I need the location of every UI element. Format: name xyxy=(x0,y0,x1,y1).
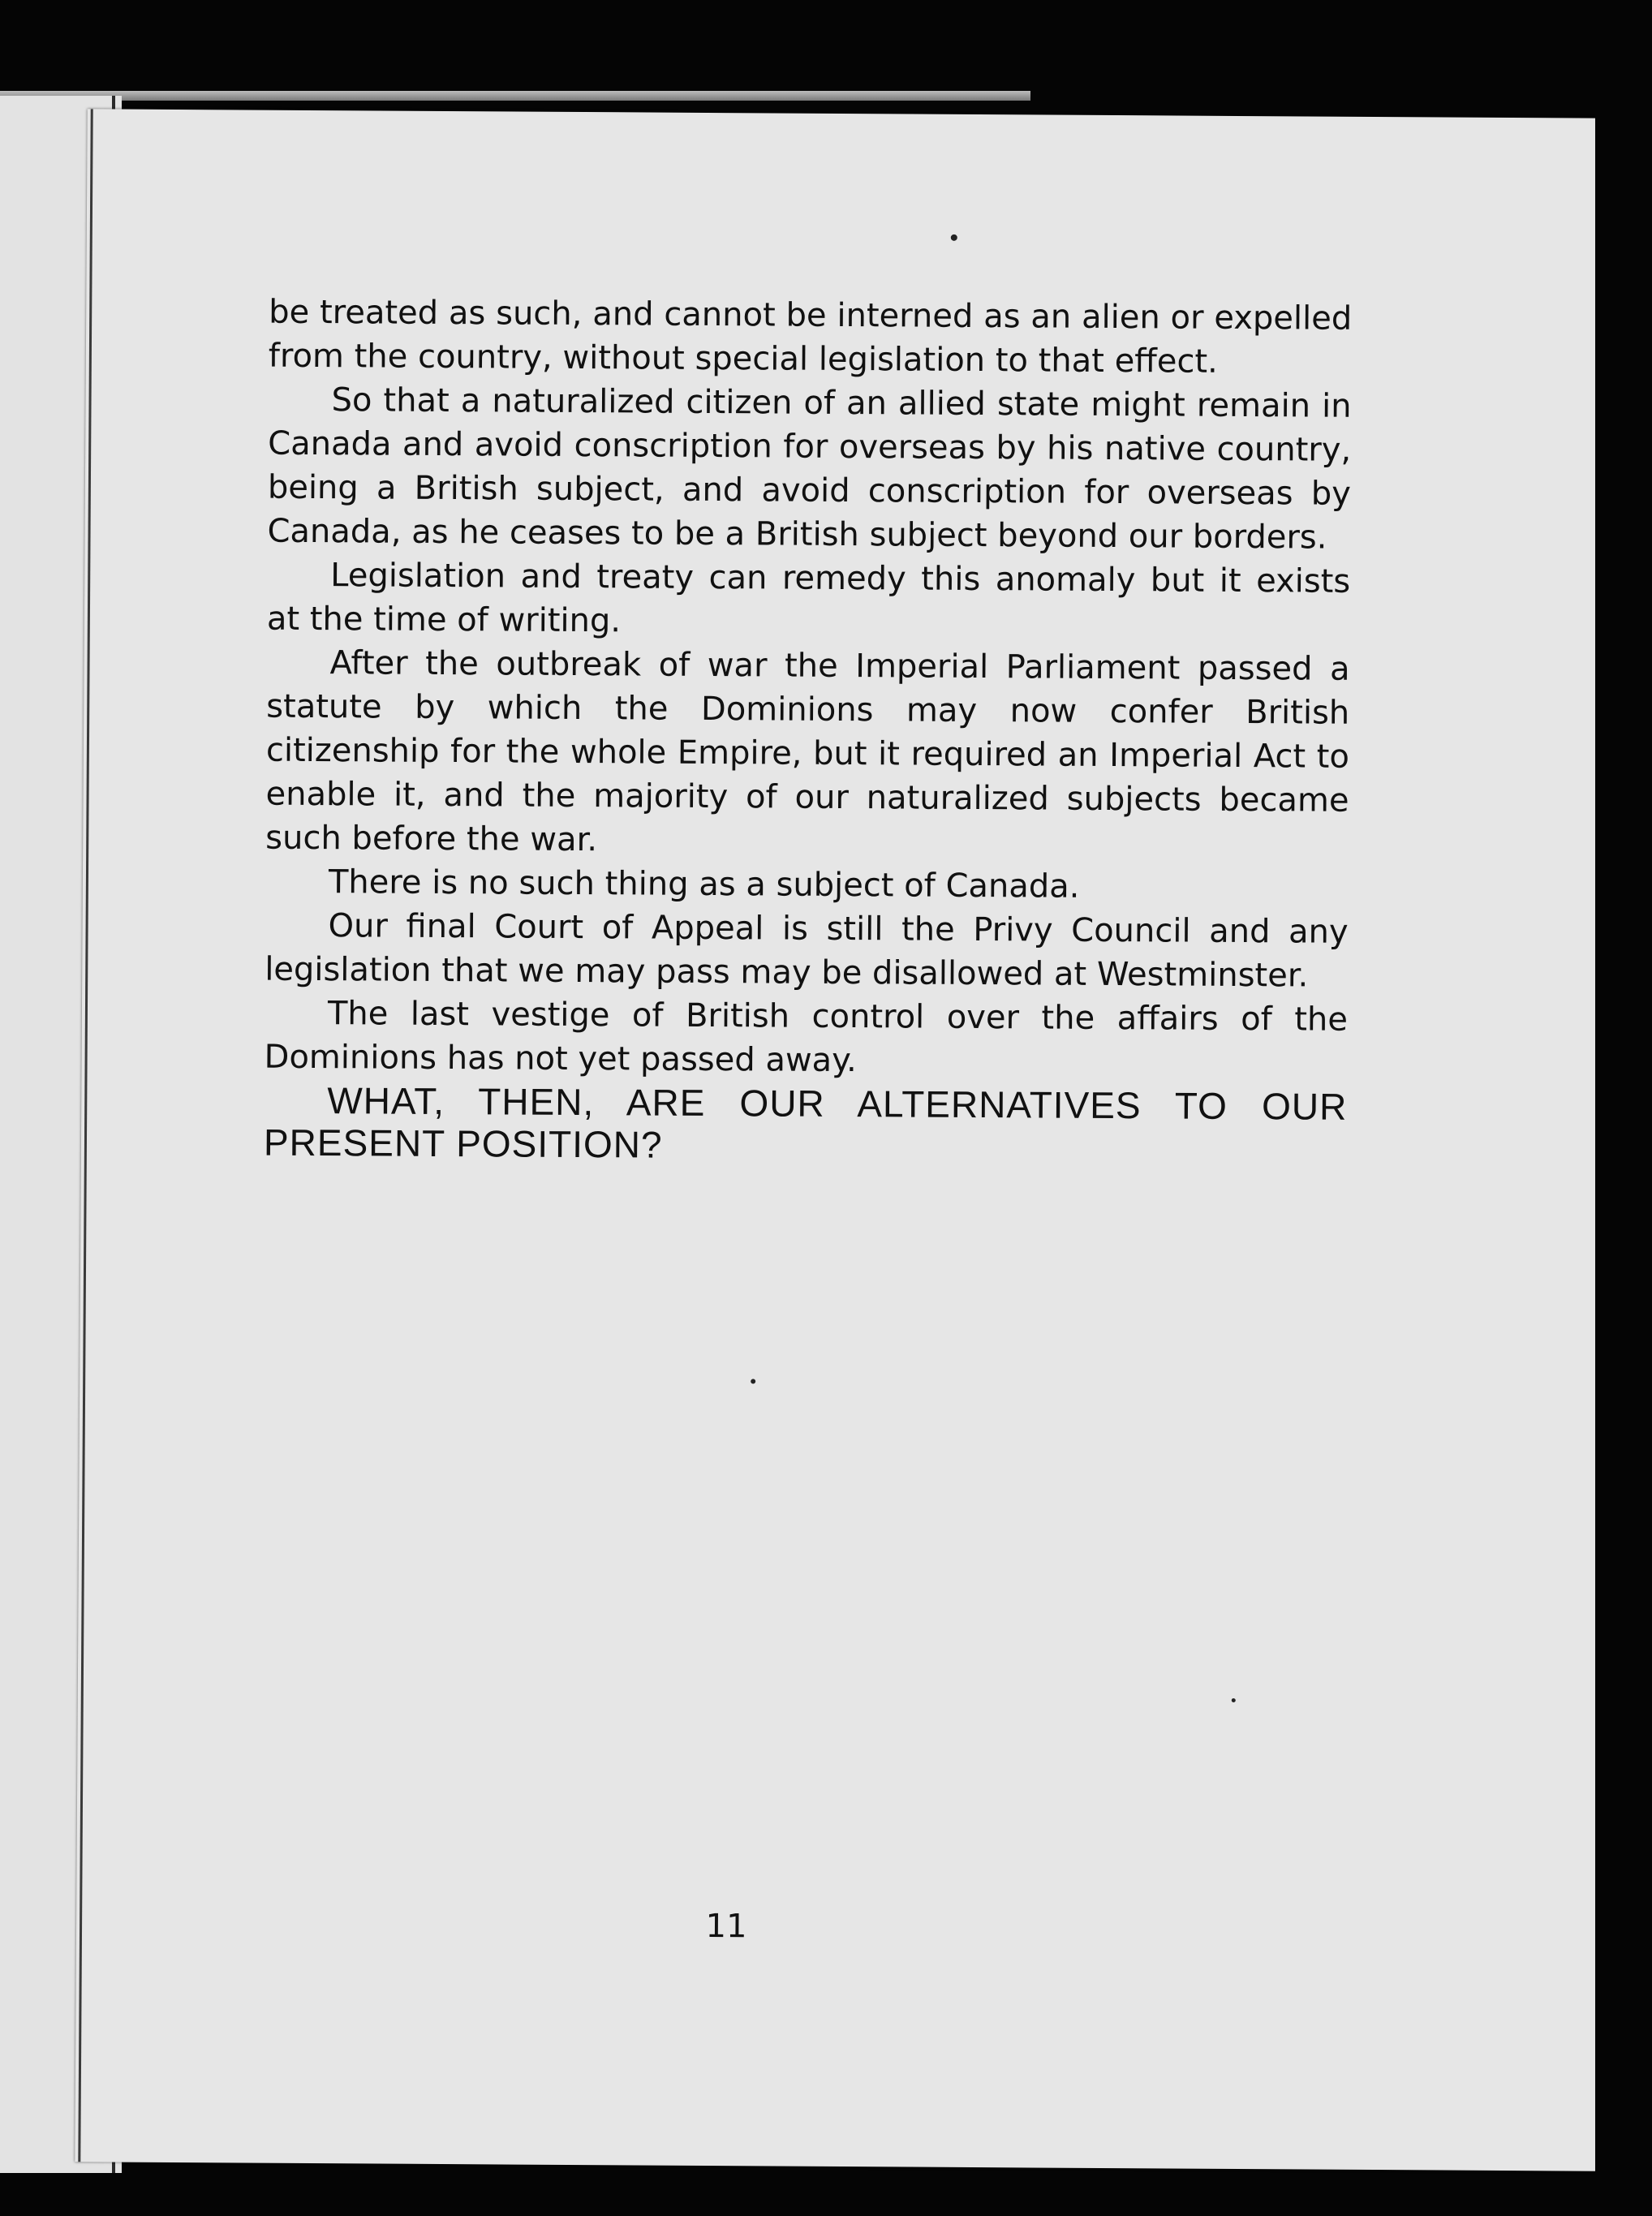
scan-speck xyxy=(1232,1698,1236,1702)
paragraph-1: be treated as such, and cannot be interned as an alien or expelled from the country, without special legislation to that effect. xyxy=(268,293,1353,381)
document-page xyxy=(75,109,1608,2171)
scan-speck xyxy=(951,235,957,241)
paragraph-5: There is no such thing as a subject of Canada. xyxy=(328,863,1080,906)
paragraph-7: The last vestige of British control over the affairs of the Dominions has not yet passed away. xyxy=(264,995,1349,1080)
paragraph-4: After the outbreak of war the Imperial Parliament passed a statute by which the Dominions may now confer British citizenship for the whole Empire, but it required an Imperial Act to enable it, and the majority of our naturalized subjects became such before the war. xyxy=(265,644,1350,859)
closing-question: WHAT, THEN, ARE OUR ALTERNATIVES TO OUR PRESENT POSITION? xyxy=(263,1079,1348,1166)
page-body xyxy=(78,109,1608,2171)
top-page-edge xyxy=(0,91,1030,101)
scan-border-right xyxy=(1595,0,1652,2216)
body-text xyxy=(264,290,1353,1170)
scan-speck xyxy=(751,1379,755,1383)
paragraph-3: Legislation and treaty can remedy this anomaly but it exists at the time of writing. xyxy=(266,557,1351,640)
paragraph-2: So that a naturalized citizen of an allied state might remain in Canada and avoid conscription for overseas by his native country, being a British subject, and avoid conscription for overseas by Canada, as he ceases to be a British subject beyond our borders. xyxy=(267,381,1352,557)
paragraph-6: Our final Court of Appeal is still the Privy Council and any legislation that we may pass may be disallowed at Westminster. xyxy=(265,907,1349,995)
page-number: 11 xyxy=(705,1907,747,1946)
